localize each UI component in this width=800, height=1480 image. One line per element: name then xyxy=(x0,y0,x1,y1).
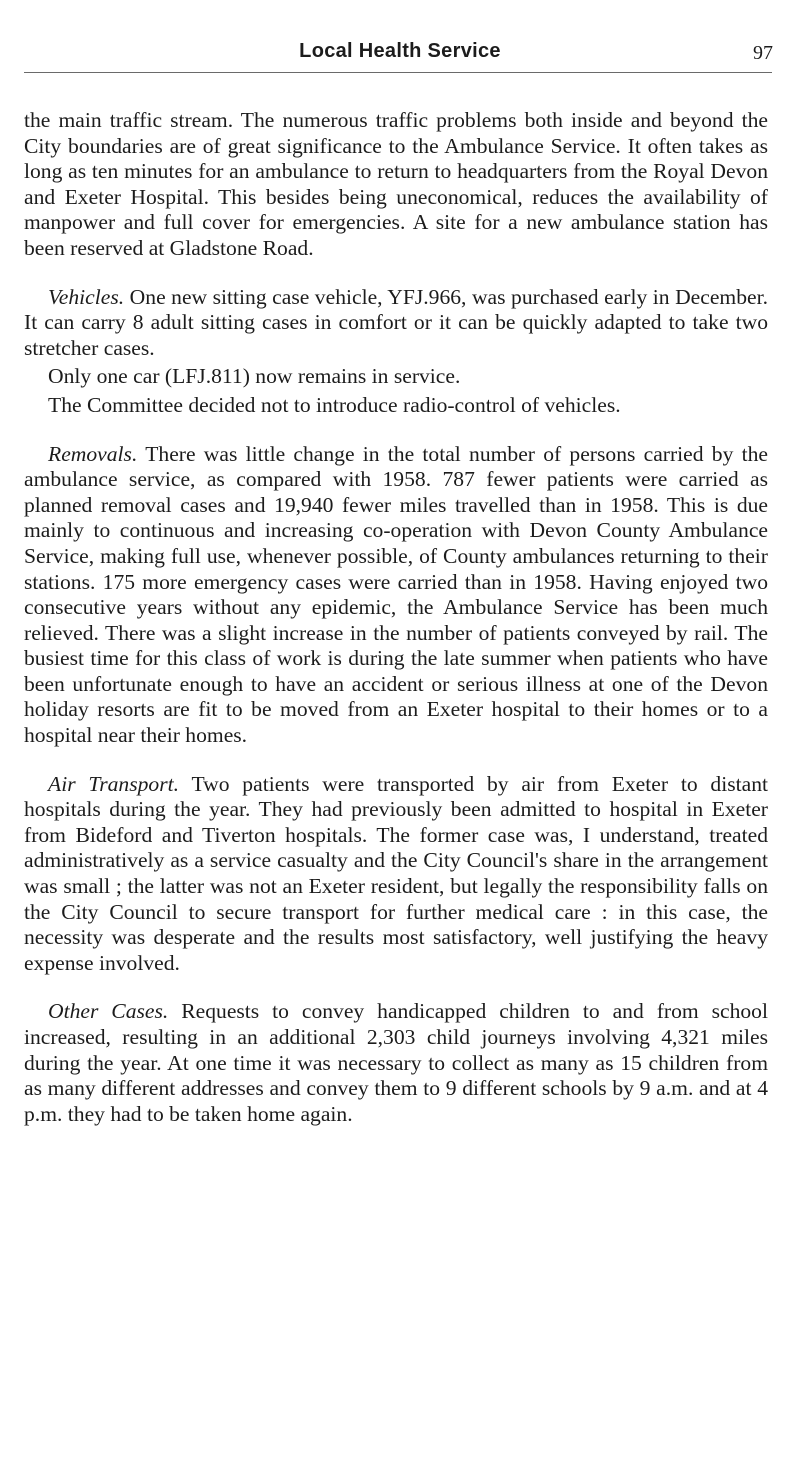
paragraph-other-cases-text: Requests to convey handicapped children to and from school increased, resulting in an additional 2,303 child journeys involving 4,321 miles during the year. At one time it was necessary to collect as many as 15 children from as many different addresses and convey them to 9 different schools by 9 a.m. and at 4 p.m. they had to be taken home again. xyxy=(24,999,768,1126)
paragraph-removals-text: There was little change in the total number of persons carried by the ambulance service, as compared with 1958. 787 fewer patients were carried as planned removal cases and 19,940 fewer miles travelled than in 1958. This is due mainly to continuous and increasing co-operation with Devon County Ambulance Service, making full use, whenever possible, of County ambulances returning to their stations. 175 more emergency cases were carried than in 1958. Having enjoyed two consecutive years without any epidemic, the Ambulance Service has been much relieved. There was a slight increase in the number of patients conveyed by rail. The busiest time for this class of work is during the late summer when patients who have been unfortunate enough to have an accident or serious illness at one of the Devon holiday resorts are fit to be moved from an Exeter hospital to their homes or to a hospital near their homes. xyxy=(24,441,768,748)
running-title: Local Health Service xyxy=(299,40,501,62)
paragraph-vehicles xyxy=(24,285,768,362)
paragraph-car xyxy=(24,364,768,390)
header-rule xyxy=(24,72,772,73)
paragraph-air-transport-text: Two patients were transported by air from Exeter to distant hospitals during the year. They had previously been admitted to hospital in Exeter from Bideford and Tiverton hospitals. The former case was, I understand, treated administratively as a service casualty and the City Council's share in the arrangement was small ; the latter was not an Exeter resident, but legally the responsibility falls on the City Council to secure transport for further medical care : in this case, the necessity was desperate and the results most satisfactory, well justifying the heavy expense involved. xyxy=(24,771,769,975)
paragraph-vehicles-text: One new sitting case vehicle, YFJ.966, was purchased early in December. It can carry 8 adult sitting cases in comfort or it can be quickly adapted to take two stretcher cases. xyxy=(24,284,768,360)
removals-heading: Removals. xyxy=(48,441,138,466)
paragraph-car-text: Only one car (LFJ.811) now remains in service. xyxy=(48,364,461,389)
other-cases-heading: Other Cases. xyxy=(48,999,169,1024)
paragraph-air-transport xyxy=(24,772,768,977)
paragraph-radio-text: The Committee decided not to introduce radio-control of vehicles. xyxy=(48,392,621,417)
paragraph-traffic-text: the main traffic stream. The numerous traffic problems both inside and beyond the City boundaries are of great significance to the Ambulance Service. It often takes as long as ten minutes for an ambulance to return to headquarters from the Royal Devon and Exeter Hospital. This besides being uneconomical, reduces the availability of manpower and full cover for emergencies. A site for a new ambulance station has been reserved at Gladstone Road. xyxy=(24,108,768,260)
paragraph-removals xyxy=(24,442,768,749)
paragraph-other-cases xyxy=(24,999,768,1127)
page-number: 97 xyxy=(753,42,773,64)
paragraph-traffic xyxy=(24,108,768,262)
running-header xyxy=(0,38,800,68)
paragraph-radio xyxy=(24,393,768,419)
air-transport-heading: Air Transport. xyxy=(48,771,180,796)
body-text xyxy=(24,108,768,1150)
vehicles-heading: Vehicles. xyxy=(48,284,125,309)
